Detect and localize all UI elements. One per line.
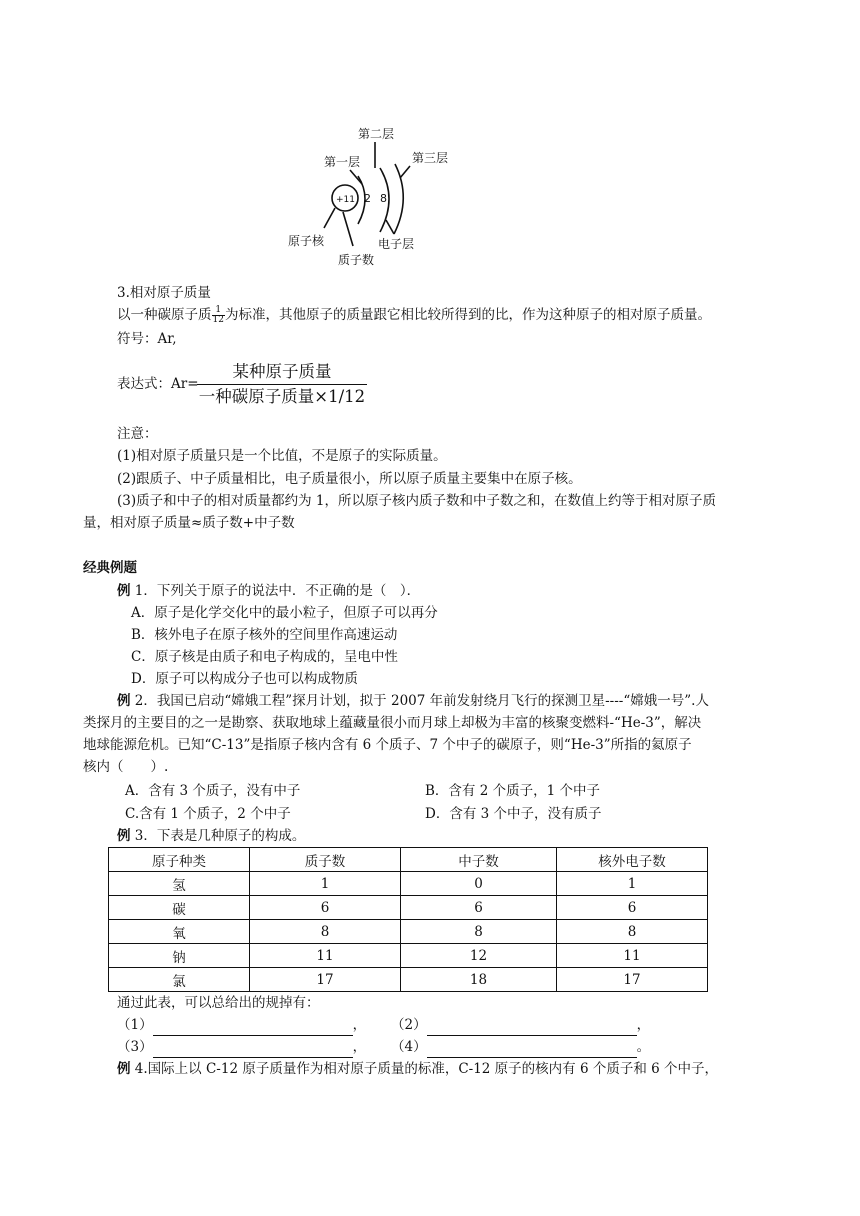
- blank-period-4: 。: [636, 1039, 651, 1055]
- examples-heading: 经典例题: [83, 560, 137, 576]
- table-cell: 6: [401, 896, 557, 920]
- example-2-tag: 例: [117, 693, 131, 709]
- answer-blank-3[interactable]: [153, 1043, 353, 1058]
- table-cell: 氧: [109, 920, 250, 944]
- label-electron-shell: 电子层: [378, 237, 415, 251]
- example-4-tag: 例: [117, 1061, 131, 1077]
- table-cell: 钠: [109, 944, 250, 968]
- example-2-line2: 类探月的主要目的之一是勘察、获取地球上蕴藏量很小而月球上却极为丰富的核聚变燃料-“He-3”，解决: [83, 715, 702, 731]
- table-cell: 17: [557, 968, 708, 992]
- table-cell: 17: [250, 968, 401, 992]
- example-2-option-d: D．含有 3 个中子，没有质子: [425, 806, 602, 822]
- section-heading: 3.相对原子质量: [117, 285, 211, 301]
- table-row: [109, 944, 708, 968]
- example-1-stem: [117, 580, 420, 602]
- blank-label-1: （1）: [117, 1017, 153, 1033]
- note-3-line2: 量，相对原子质量≈质子数+中子数: [83, 515, 295, 531]
- blank-line-3: [117, 1036, 366, 1058]
- table-cell: 碳: [109, 896, 250, 920]
- expression-numerator: 某种原子质量: [232, 362, 332, 381]
- atom-structure-diagram: [280, 124, 460, 274]
- leader-shell: [386, 220, 394, 234]
- table-header-cell: 中子数: [401, 848, 557, 872]
- definition-line: [117, 304, 711, 326]
- example-2-line4: 核内（ ）.: [83, 759, 169, 775]
- expression-denominator: 一种碳原子质量×1/12: [198, 387, 366, 406]
- table-cell: 8: [401, 920, 557, 944]
- table-cell: 1: [557, 872, 708, 896]
- example-2-line3: 地球能源危机。已知“C-13”是指原子核内含有 6 个质子、7 个中子的碳原子，则“He-3”所指的氦原子: [83, 737, 692, 753]
- table-header-cell: 质子数: [250, 848, 401, 872]
- label-nucleus: 原子核: [288, 234, 325, 248]
- table-cell: 0: [401, 872, 557, 896]
- table-row: [109, 896, 708, 920]
- example-2-option-a: A．含有 3 个质子，没有中子: [125, 783, 301, 799]
- example-2-option-b: B．含有 2 个质子，1 个中子: [425, 783, 600, 799]
- blank-label-2: （2）: [391, 1017, 427, 1033]
- table-cell: 8: [557, 920, 708, 944]
- example-1-text: 1．下列关于原子的说法中．不正确的是（ ）．: [130, 583, 421, 599]
- example-1-option-a: A．原子是化学交化中的最小粒子，但原子可以再分: [131, 605, 438, 621]
- table-cell: 11: [250, 944, 401, 968]
- label-layer3: 第三层: [412, 151, 449, 165]
- label-nucleus-charge: +11: [336, 195, 355, 205]
- expression-label: 表达式：Ar=: [117, 376, 199, 392]
- label-proton-number: 质子数: [338, 253, 375, 267]
- table-cell: 8: [250, 920, 401, 944]
- example-1-option-c: C．原子核是由质子和电子构成的，呈电中性: [131, 649, 398, 665]
- fraction-numerator: 1: [212, 306, 225, 316]
- label-layer2: 第二层: [358, 127, 395, 141]
- leader-proton: [343, 212, 353, 246]
- label-layer1: 第一层: [324, 155, 361, 169]
- example-3-stem: [117, 825, 305, 847]
- note-3-line1: (3)质子和中子的相对质量都约为 1，所以原子核内质子数和中子数之和，在数值上约等于相对原子质: [117, 493, 717, 509]
- blank-label-3: （3）: [117, 1039, 153, 1055]
- atom-composition-table: [108, 847, 708, 992]
- leader-layer1: [350, 170, 362, 184]
- table-header-row: [109, 848, 708, 872]
- answer-blank-2[interactable]: [427, 1021, 637, 1036]
- definition-after: 为标准，其他原子的质量跟它相比较所得到的比，作为这种原子的相对原子质量。: [224, 307, 711, 323]
- expression-fraction: [197, 360, 367, 409]
- table-cell: 12: [401, 944, 557, 968]
- example-4-stem: [117, 1058, 718, 1080]
- note-1: (1)相对原子质量只是一个比值，不是原子的实际质量。: [117, 448, 447, 464]
- example-2-option-c: C.含有 1 个质子，2 个中子: [125, 806, 291, 822]
- blank-line-2: [391, 1014, 650, 1036]
- blank-comma-3: ，: [352, 1039, 367, 1055]
- blank-comma-2: ，: [636, 1017, 651, 1033]
- blank-line-4: [391, 1036, 650, 1058]
- example-2-text: 2．我国已启动“嫦娥工程”探月计划，拟于 2007 年前发射绕月飞行的探测卫星----“嫦娥一号”.人: [130, 693, 709, 709]
- fraction-denominator: 12: [212, 315, 224, 325]
- table-cell: 6: [557, 896, 708, 920]
- table-cell: 6: [250, 896, 401, 920]
- answer-blank-1[interactable]: [153, 1021, 353, 1036]
- table-row: [109, 968, 708, 992]
- label-electrons-2: 8: [380, 192, 387, 205]
- shell-arc-3: [394, 164, 403, 234]
- answer-blank-4[interactable]: [427, 1043, 637, 1058]
- example-1-tag: 例: [117, 583, 131, 599]
- example-3-text: 3．下表是几种原子的构成。: [130, 828, 306, 844]
- leader-layer3: [400, 166, 410, 178]
- fraction-1-12: [212, 306, 225, 325]
- table-summary: 通过此表，可以总给出的规掉有：: [117, 995, 320, 1011]
- table-cell: 18: [401, 968, 557, 992]
- leader-nucleus: [324, 208, 335, 228]
- table-cell: 氢: [109, 872, 250, 896]
- blank-line-1: [117, 1014, 366, 1036]
- example-1-option-d: D．原子可以构成分子也可以构成物质: [131, 671, 358, 687]
- definition-before: 以一种碳原子质: [117, 307, 212, 323]
- symbol-line: 符号：Ar,: [117, 331, 177, 347]
- label-electrons-1: 2: [364, 192, 371, 205]
- note-2: (2)跟质子、中子质量相比，电子质量很小，所以原子质量主要集中在原子核。: [117, 471, 582, 487]
- table-cell: 氯: [109, 968, 250, 992]
- blank-label-4: （4）: [391, 1039, 427, 1055]
- note-title: 注意：: [117, 426, 158, 442]
- table-cell: 1: [250, 872, 401, 896]
- table-cell: 11: [557, 944, 708, 968]
- example-4-text: 4.国际上以 C-12 原子质量作为相对原子质量的标准，C-12 原子的核内有 6 个质子和 6 个中子，: [130, 1061, 719, 1077]
- table-row: [109, 920, 708, 944]
- example-1-option-b: B．核外电子在原子核外的空间里作高速运动: [131, 627, 398, 643]
- table-row: [109, 872, 708, 896]
- example-2-line1: [117, 690, 709, 712]
- table-header-cell: 核外电子数: [557, 848, 708, 872]
- table-header-cell: 原子种类: [109, 848, 250, 872]
- example-3-tag: 例: [117, 828, 131, 844]
- blank-comma-1: ，: [352, 1017, 367, 1033]
